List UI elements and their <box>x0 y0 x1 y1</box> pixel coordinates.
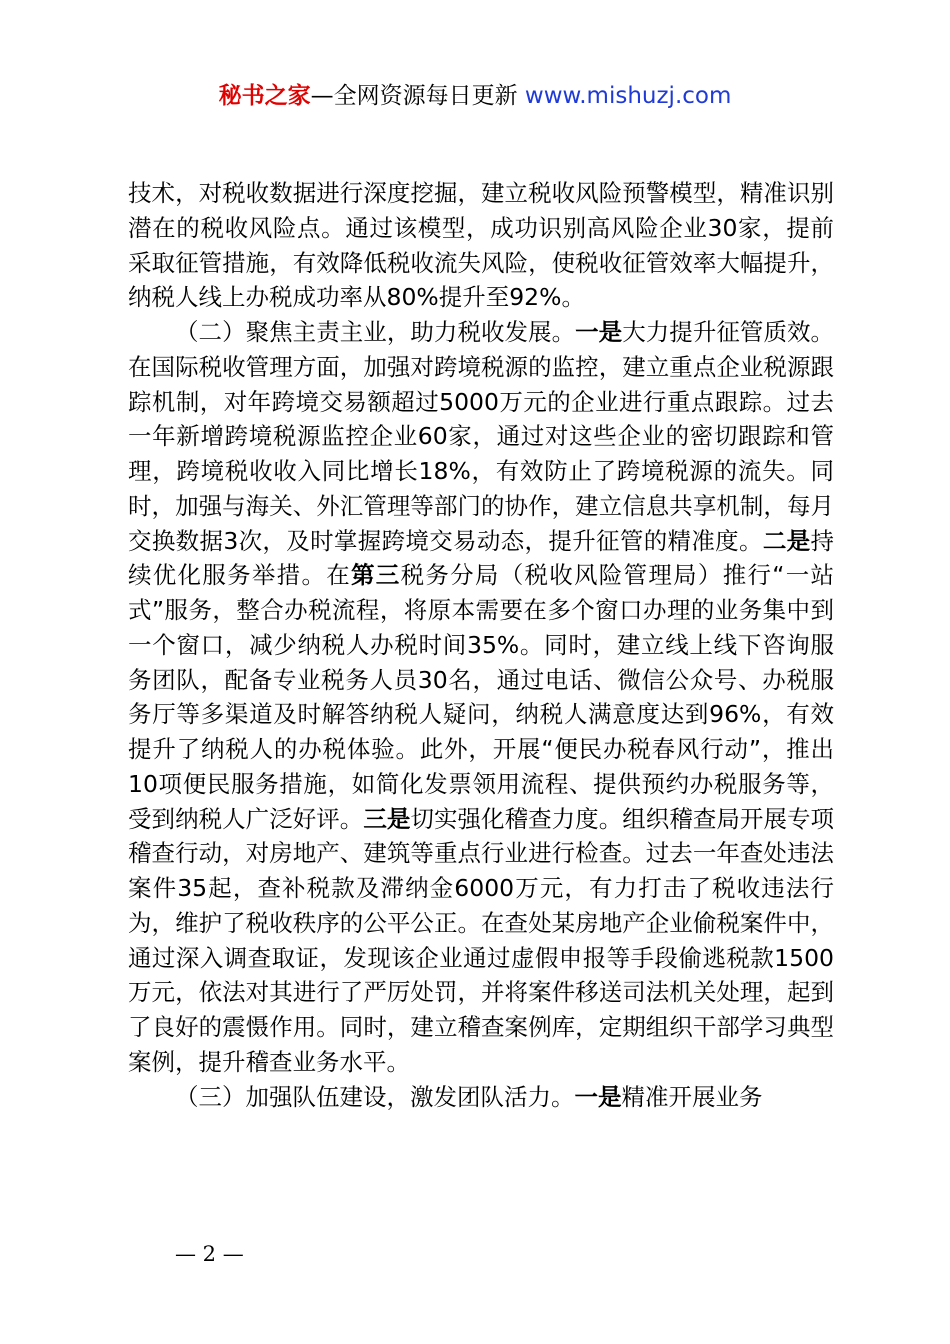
paragraph-section-three <box>128 1080 834 1115</box>
site-url-link[interactable]: www.mishuzj.com <box>524 83 732 109</box>
paragraph-section-two <box>128 315 834 1080</box>
paragraph-continued <box>128 176 834 315</box>
section-heading: （二）聚焦主责主业，助力税收发展。 <box>175 318 576 346</box>
paragraph-text: 切实强化稽查力度。组织稽查局开展专项稽查行动，对房地产、建筑等重点行业进行检查。过去一年查处违法案件35起，查补税款及滞纳金6000万元，有力打击了税收违法行为，维护了税收秩序的公平公正。在查处某房地产企业偷税案件中，通过深入调查取证，发现该企业通过虚假申报等手段偷逃税款1500万元，依法对其进行了严厉处罚，并将案件移送司法机关处理，起到了良好的震慑作用。同时，建立稽查案例库，定期组织干部学习典型案例，提升稽查业务水平。 <box>128 804 835 1076</box>
point-marker-one: 一是 <box>574 1082 622 1111</box>
paragraph-text: 技术，对税收数据进行深度挖掘，建立税收风险预警模型，精准识别潜在的税收风险点。通过该模型，成功识别高风险企业30家，提前采取征管措施，有效降低税收流失风险，使税收征管效率大幅提升，纳税人线上办税成功率从80%提升至92%。 <box>128 179 834 312</box>
paragraph-text: 精准开展业务 <box>621 1082 763 1111</box>
bold-term-third: 第三 <box>351 561 401 590</box>
paragraph-text: 税务分局（税收风险管理局）推行“一站式”服务，整合办税流程，将原本需要在多个窗口办理的业务集中到一个窗口，减少纳税人办税时间35%。同时，建立线上线下咨询服务团队，配备专业税务人员30名，通过电话、微信公众号、办税服务厅等多渠道及时解答纳税人疑问，纳税人满意度达到96%，有效提升了纳税人的办税体验。此外，开展“便民办税春风行动”，推出10项便民服务措施，如简化发票领用流程、提供预约办税服务等，受到纳税人广泛好评。 <box>128 561 834 833</box>
paragraph-text: 持续优化服务举措。在 <box>128 526 835 590</box>
page-number: — 2 — <box>175 1242 244 1266</box>
point-marker-two: 二是 <box>762 526 811 555</box>
site-header <box>0 80 950 112</box>
point-marker-three: 三是 <box>363 804 411 833</box>
document-body <box>128 176 834 1114</box>
site-tagline: —全网资源每日更新 <box>310 83 525 109</box>
point-marker-one: 一是 <box>575 318 623 346</box>
paragraph-text: 大力提升征管质效。在国际税收管理方面，加强对跨境税源的监控，建立重点企业税源跟踪机制，对年跨境交易额超过5000万元的企业进行重点跟踪。过去一年新增跨境税源监控企业60家，通过对这些企业的密切跟踪和管理，跨境税收收入同比增长18%，有效防止了跨境税源的流失。同时，加强与海关、外汇管理等部门的协作，建立信息共享机制，每月交换数据3次，及时掌握跨境交易动态，提升征管的精准度。 <box>128 318 835 555</box>
section-heading: （三）加强队伍建设，激发团队活力。 <box>175 1082 575 1111</box>
site-brand: 秘书之家 <box>218 83 311 109</box>
